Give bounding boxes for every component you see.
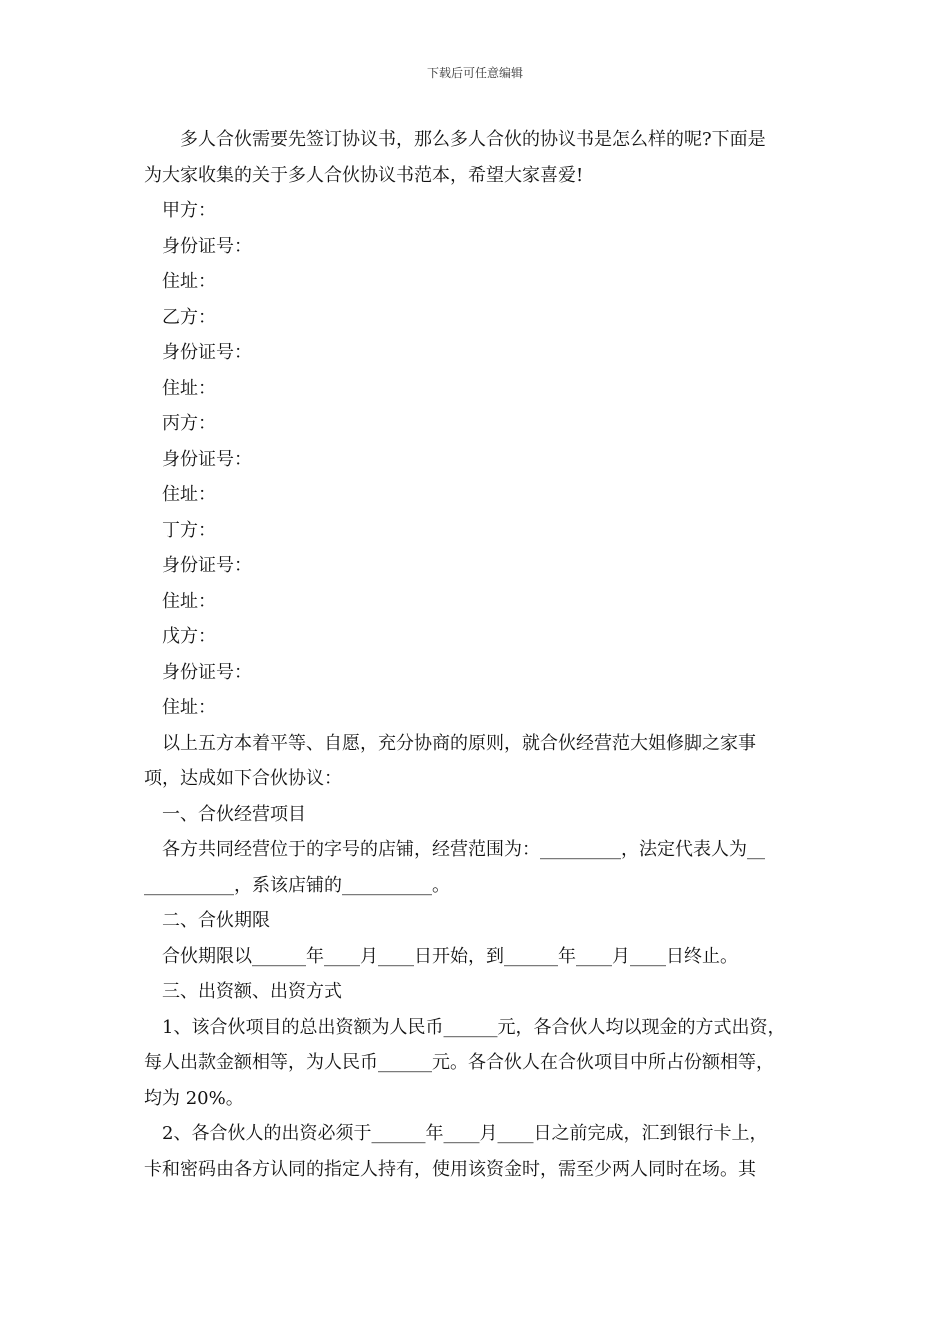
party-e-id-label: 身份证号：: [162, 661, 252, 683]
section-3-item-1-line-3: 均为 20%。: [144, 1087, 244, 1109]
party-d-id-label: 身份证号：: [162, 555, 252, 576]
party-a-label: 甲方：: [162, 200, 216, 221]
preamble-line-2: 项，达成如下合伙协议：: [144, 768, 342, 789]
party-b-id-label: 身份证号：: [162, 342, 252, 363]
section-2-text: 合伙期限以______年____月____日开始，到______年____月____日终止。: [162, 945, 738, 967]
party-c-address-label: 住址：: [162, 484, 216, 505]
party-e-address-label: 住址：: [162, 697, 216, 718]
party-b-label: 乙方：: [162, 306, 216, 328]
section-3-item-1-line-1: 1、该合伙项目的总出资额为人民币______元，各合伙人均以现金的方式出资，: [162, 1016, 786, 1038]
section-3-item-2-line-2: 卡和密码由各方认同的指定人持有，使用该资金时，需至少两人同时在场。其: [144, 1158, 756, 1180]
section-1-line-2: __________，系该店铺的__________。: [144, 874, 450, 896]
section-1-title: 一、合伙经营项目: [162, 803, 306, 825]
section-1-line-1: 各方共同经营位于的字号的店铺，经营范围为：_________，法定代表人为__: [162, 839, 765, 860]
section-3-item-1-line-2: 每人出款金额相等，为人民币______元。各合伙人在合伙项目中所占份额相等，: [144, 1052, 774, 1073]
section-3-title: 三、出资额、出资方式: [162, 981, 342, 1002]
party-c-label: 丙方：: [162, 413, 216, 434]
party-d-address-label: 住址：: [162, 590, 216, 612]
party-b-address-label: 住址：: [162, 377, 216, 399]
party-a-address-label: 住址：: [162, 271, 216, 292]
document-body: [144, 122, 814, 1187]
party-c-id-label: 身份证号：: [162, 448, 252, 470]
party-d-label: 丁方：: [162, 519, 216, 541]
intro-line-2: 为大家收集的关于多人合伙协议书范本，希望大家喜爱!: [144, 164, 584, 186]
section-2-title: 二、合伙期限: [162, 910, 270, 931]
preamble-line-1: 以上五方本着平等、自愿，充分协商的原则，就合伙经营范大姐修脚之家事: [162, 732, 756, 754]
section-3-item-2-line-1: 2、各合伙人的出资必须于______年____月____日之前完成，汇到银行卡上，: [162, 1123, 768, 1144]
party-e-label: 戊方：: [162, 626, 216, 647]
intro-line-1: 多人合伙需要先签订协议书，那么多人合伙的协议书是怎么样的呢?下面是: [180, 129, 766, 150]
page-header: 下载后可任意编辑: [426, 66, 523, 80]
party-a-id-label: 身份证号：: [162, 235, 252, 257]
